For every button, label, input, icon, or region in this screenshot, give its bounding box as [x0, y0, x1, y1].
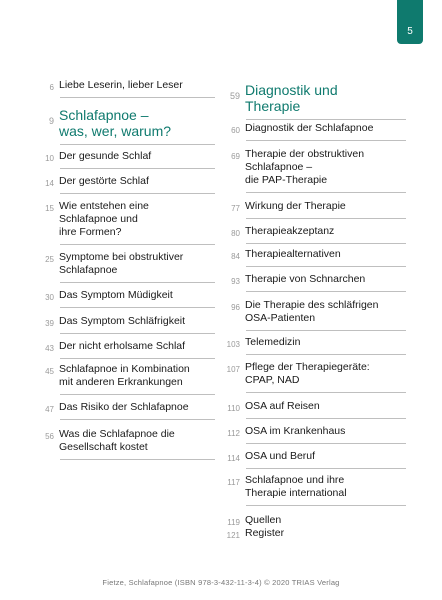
toc-entry-title: Schlafapnoe und ihre Therapie international — [245, 474, 347, 499]
page-footer: Fietze, Schlafapnoe (ISBN 978-3-432-11-3-4) © 2020 TRIAS Verlag — [102, 578, 340, 587]
toc-page-number: 77 — [231, 204, 240, 213]
toc-entry-title: Quellen — [245, 514, 282, 526]
toc-divider — [246, 266, 406, 267]
toc-divider — [60, 394, 215, 395]
toc-section-title: Diagnostik und Therapie — [245, 82, 338, 114]
toc-entry-title: Therapie der obstruktiven Schlafapnoe – die PAP-Therapie — [245, 148, 365, 186]
toc-page-number: 43 — [45, 344, 54, 353]
toc-entry-title: Telemedizin — [245, 336, 301, 348]
toc-divider — [246, 243, 406, 244]
toc-divider — [246, 468, 406, 469]
page-number-tab — [397, 0, 423, 44]
toc-page-number: 30 — [45, 293, 54, 302]
toc-page-number: 60 — [231, 126, 240, 135]
toc-page-number: 59 — [229, 91, 240, 101]
toc-divider — [246, 192, 406, 193]
toc-entry-title: Die Therapie des schläfrigen OSA-Patienten — [245, 299, 379, 324]
toc-divider — [60, 282, 215, 283]
toc-entry-title: OSA im Krankenhaus — [245, 425, 346, 437]
toc-page-number: 103 — [226, 340, 240, 349]
toc-page-number: 119 — [227, 518, 240, 527]
toc-entry-title: Der gestörte Schlaf — [59, 175, 149, 187]
toc-entry-title: Der gesunde Schlaf — [59, 150, 152, 162]
toc-divider — [246, 218, 406, 219]
toc-page-number: 69 — [231, 152, 240, 161]
toc-page-number: 14 — [45, 179, 54, 188]
toc-entry-title: Register — [245, 527, 285, 539]
toc-page-number: 96 — [231, 303, 240, 312]
toc-entry-title: OSA auf Reisen — [245, 400, 320, 412]
toc-divider — [246, 505, 406, 506]
toc-entry-title: Wie entstehen eine Schlafapnoe und ihre Formen? — [59, 200, 149, 238]
toc-entry-title: OSA und Beruf — [245, 450, 316, 462]
toc-section-title: Schlafapnoe – was, wer, warum? — [59, 107, 172, 139]
toc-page-number: 10 — [45, 154, 54, 163]
toc-entry-title: Therapie von Schnarchen — [245, 273, 366, 285]
toc-entry-title: Therapieakzeptanz — [245, 225, 335, 237]
toc-divider — [60, 168, 215, 169]
toc-entry-title: Wirkung der Therapie — [245, 200, 346, 212]
page-number: 5 — [407, 26, 413, 37]
toc-page-number: 107 — [226, 365, 240, 374]
toc-entry-title: Was die Schlafapnoe die Gesellschaft kostet — [59, 428, 175, 453]
toc-entry-title: Schlafapnoe in Kombination mit anderen Erkrankungen — [59, 363, 190, 388]
toc-divider — [246, 443, 406, 444]
toc-page-number: 47 — [45, 405, 54, 414]
toc-page-number: 45 — [45, 367, 54, 376]
toc-entry-title: Das Symptom Müdigkeit — [59, 289, 173, 301]
toc-entry-title: Das Risiko der Schlafapnoe — [59, 401, 189, 413]
toc-divider — [60, 307, 215, 308]
toc-page-number: 84 — [231, 252, 240, 261]
toc-page-number: 80 — [231, 229, 240, 238]
toc-entry-title: Der nicht erholsame Schlaf — [59, 340, 186, 352]
toc-divider — [246, 119, 406, 120]
toc-page-number: 117 — [227, 478, 240, 487]
toc-page-number: 112 — [227, 429, 240, 438]
toc-page-number: 15 — [45, 204, 54, 213]
toc-page-number: 6 — [49, 83, 54, 92]
toc-divider — [246, 418, 406, 419]
toc-divider — [60, 333, 215, 334]
toc-page-number: 110 — [227, 404, 240, 413]
toc-divider — [246, 392, 406, 393]
toc-divider — [60, 459, 215, 460]
toc-divider — [246, 291, 406, 292]
toc-page-number: 93 — [231, 277, 240, 286]
toc-divider — [246, 330, 406, 331]
toc-page-number: 121 — [226, 531, 240, 540]
toc-divider — [246, 354, 406, 355]
toc-divider — [60, 358, 215, 359]
toc-divider — [60, 97, 215, 98]
toc-divider — [60, 244, 215, 245]
toc-page-number: 56 — [45, 432, 54, 441]
toc-page-number: 25 — [45, 255, 54, 264]
toc-page-number: 114 — [227, 454, 240, 463]
toc-entry-title: Therapiealternativen — [245, 248, 341, 260]
toc-entry-title: Symptome bei obstruktiver Schlafapnoe — [59, 251, 184, 276]
toc-page-number: 39 — [45, 319, 54, 328]
toc-entry-title: Diagnostik der Schlafapnoe — [245, 122, 374, 134]
toc-entry-title: Pflege der Therapiegeräte: CPAP, NAD — [245, 361, 370, 386]
toc-divider — [60, 419, 215, 420]
toc-divider — [60, 144, 215, 145]
toc-divider — [60, 193, 215, 194]
toc-page-number: 9 — [48, 116, 54, 126]
toc-divider — [246, 140, 406, 141]
toc-entry-title: Das Symptom Schläfrigkeit — [59, 315, 186, 327]
toc-entry-title: Liebe Leserin, lieber Leser — [59, 79, 183, 91]
